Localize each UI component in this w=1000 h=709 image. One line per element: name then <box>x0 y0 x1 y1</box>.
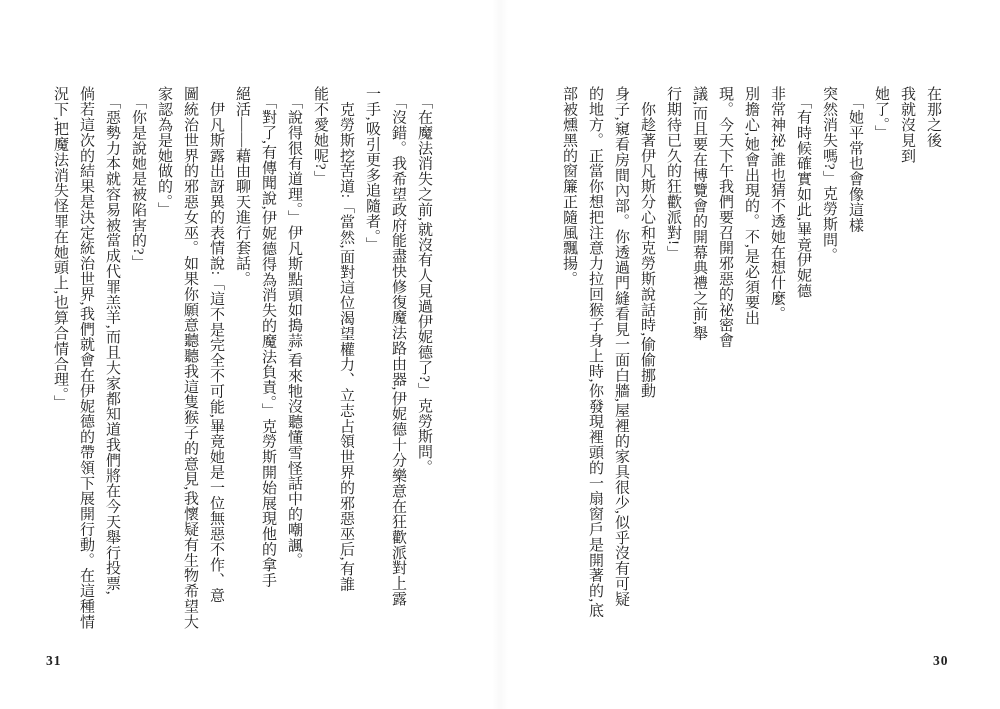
text-column: 家認為是她做的。」 <box>156 86 172 218</box>
text-column: 議,而且要在博覽會的開幕典禮之前,舉 <box>691 86 707 341</box>
page-number-right: 30 <box>933 653 949 668</box>
text-column: 倘若這次的結果是決定統治世界,我們就會在伊妮德的帶領下展開行動。在這種情 <box>78 86 94 630</box>
text-column: 現。今天下午我們要召開邪惡的祕密會 <box>717 86 733 348</box>
text-column: 我就沒見到 <box>899 86 915 163</box>
text-column: 「對了,有傳聞說,伊妮德得為消失的魔法負責。」克勞斯開始展現他的拿手 <box>260 86 276 588</box>
text-column: 行期待已久的狂歡派對!」 <box>665 86 681 261</box>
text-column: 突然消失嗎?」克勞斯問。 <box>821 86 837 263</box>
text-column: 在那之後 <box>925 86 941 148</box>
text-column: 「你是說她是被陷害的?」 <box>130 86 146 271</box>
text-column: 「說得很有道理。」伊凡斯點頭如搗蒜,看來牠沒聽懂雪怪話中的嘲諷。 <box>286 86 302 568</box>
text-column: 伊凡斯露出訝異的表情說:「這不是完全不可能,畢竟她是一位無惡不作、意 <box>208 86 224 603</box>
right-page-text <box>556 86 946 664</box>
left-page-text <box>47 86 437 664</box>
text-column: 部被燻黑的窗簾正隨風飄揚。 <box>561 86 577 287</box>
page-right <box>500 0 1000 709</box>
text-column: 「有時候確實如此,畢竟伊妮德 <box>795 86 811 299</box>
text-column: 絕活——藉由聊天進行套話。 <box>234 86 250 287</box>
text-column: 「在魔法消失之前,就沒有人見過伊妮德了?」克勞斯問。 <box>416 86 432 475</box>
text-column: 圖統治世界的邪惡女巫。如果你願意聽聽我這隻猴子的意見,我懷疑有生物希望大 <box>182 86 198 630</box>
text-column: 你趁著伊凡斯分心和克勞斯說話時,偷偷挪動 <box>639 86 655 399</box>
text-column: 的地方。正當你想把注意力拉回猴子身上時,你發現裡頭的一扇窗戶是開著的,底 <box>587 86 603 618</box>
text-column: 「她平常也會像這樣 <box>847 86 863 233</box>
text-column: 能不愛她呢?」 <box>312 86 328 186</box>
text-column: 別擔心,她會出現的。不,是必須要出 <box>743 86 759 326</box>
text-column: 「沒錯。我希望政府能盡快修復魔法路由器,伊妮德十分樂意在狂歡派對上露 <box>390 86 406 607</box>
text-column: 「惡勢力本就容易被當成代罪羔羊,而且大家都知道我們將在今天舉行投票, <box>104 86 120 595</box>
text-column: 一手,吸引更多追隨者。」 <box>364 86 380 253</box>
text-column: 非常神祕,誰也猜不透她在想什麼。 <box>769 86 785 322</box>
text-column: 克勞斯挖苦道:「當然,面對這位渴望權力、立志占領世界的邪惡巫后,有誰 <box>338 86 354 592</box>
text-column: 況下,把魔法消失怪罪在她頭上,也算合情合理。」 <box>52 86 68 411</box>
page-number-left: 31 <box>46 653 62 668</box>
text-column: 她了。」 <box>873 86 889 141</box>
text-column: 身子,窺看房間內部。你透過門縫看見一面白牆,屋裡的家具很少,似乎沒有可疑 <box>613 86 629 607</box>
